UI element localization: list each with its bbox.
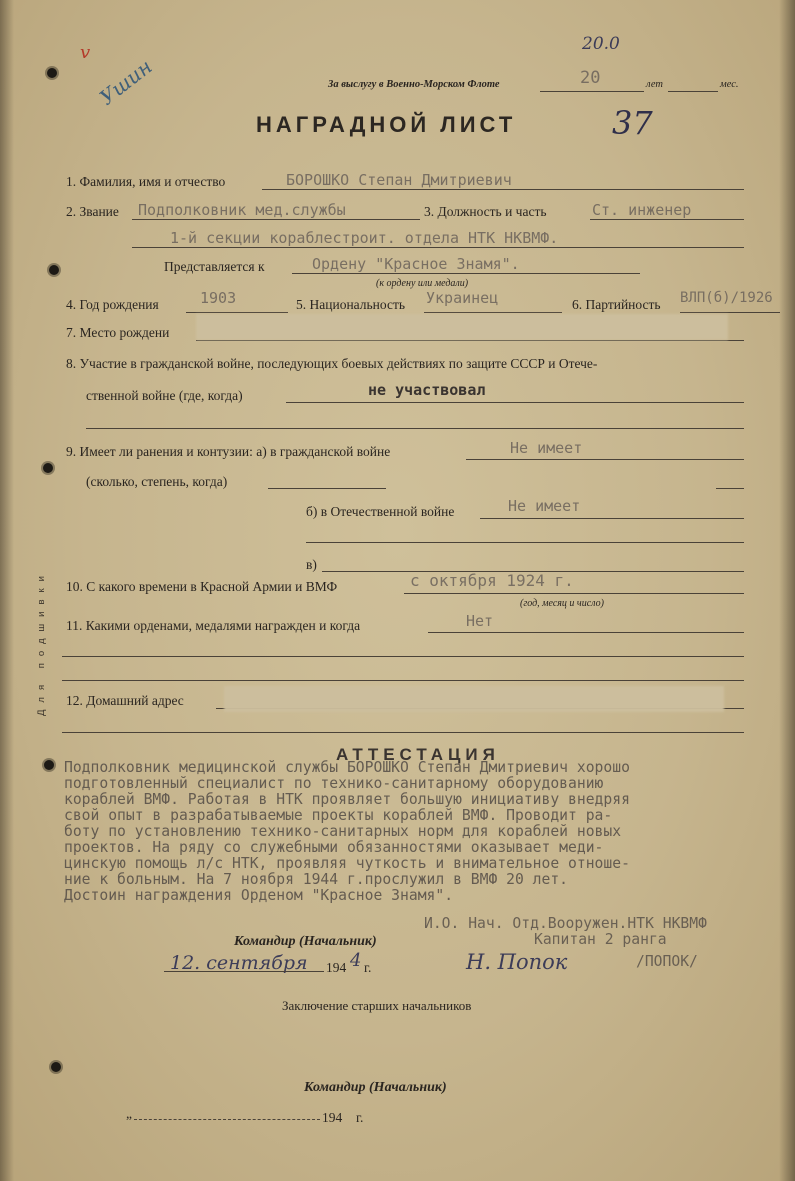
section-divider — [62, 732, 744, 733]
nominated-value: Ордену "Красное Знамя". — [312, 255, 520, 273]
handwritten-signature: Н. Попок — [466, 950, 568, 974]
field-birthplace-line — [196, 340, 744, 341]
field-birth-year-label: 4. Год рождения — [66, 297, 159, 312]
sheet-number: 37 — [612, 104, 653, 142]
field-party-label: 6. Партийность — [572, 297, 661, 312]
binding-hole — [51, 1062, 61, 1072]
field-rank-line — [132, 219, 420, 220]
attestation-line: боту по установлению технико-санитарных норм для кораблей новых — [64, 823, 622, 840]
redacted-area — [224, 686, 724, 712]
redacted-area — [196, 314, 728, 340]
attestation-body — [64, 760, 784, 904]
corner-handwritten-note: Ушин — [94, 54, 157, 110]
years-line — [540, 91, 644, 92]
attestation-line: свой опыт в разрабатываемые проекты кораблей ВМФ. Проводит ра- — [64, 807, 613, 824]
seniority-label: За выслугу в Военно-Морском Флоте — [328, 79, 500, 90]
field-position-value: Ст. инженер — [592, 201, 692, 219]
attestation-line: цинскую помощь л/с НТК, проявляя чуткость и внимательное отноше- — [64, 855, 630, 872]
years-label: лет — [646, 79, 663, 90]
field-birthplace-label: 7. Место рождени — [66, 325, 170, 340]
field-wounds-b-line-2 — [306, 542, 744, 543]
field-name-label: 1. Фамилия, имя и отчество — [66, 174, 226, 189]
field-birth-year-value: 1903 — [200, 289, 237, 307]
field-wounds-sub-line-2 — [716, 488, 744, 489]
field-awards-line-3 — [62, 680, 744, 681]
field-awards-label: 11. Какими орденами, медалями награжден и когда — [66, 618, 361, 633]
field-war-label: 8. Участие в гражданской войне, последующих боевых действиях по защите СССР и Отече- — [66, 356, 598, 371]
date-line — [164, 971, 324, 972]
attestation-year-print: 194 — [326, 960, 347, 975]
field-awards-line — [428, 632, 744, 633]
field-name-value: БОРОШКО Степан Дмитриевич — [286, 171, 512, 189]
field-wounds-label: 9. Имеет ли ранения и контузии: а) в гражданской войне — [66, 444, 391, 459]
signer-position-1: И.О. Нач. Отд.Вооружен.НТК НКВМФ — [424, 915, 707, 932]
field-address-label: 12. Домашний адрес — [66, 693, 184, 708]
field-service-value: с октября 1924 г. — [410, 571, 574, 590]
years-value: 20 — [580, 68, 601, 88]
footer-commander-label: Командир (Начальник) — [304, 1080, 447, 1095]
field-rank-value: Подполковник мед.службы — [138, 201, 346, 219]
months-label: мес. — [720, 79, 739, 90]
field-nationality-line — [424, 312, 562, 313]
footer-date-line — [134, 1119, 320, 1120]
attestation-line: кораблей ВМФ. Работая в НТК проявляет большую инициативу внедряя — [64, 791, 630, 808]
field-wounds-b-label: б) в Отечественной войне — [306, 504, 455, 519]
field-party-value: ВЛП(б)/1926 — [680, 290, 773, 306]
field-name-line — [262, 189, 744, 190]
field-war-label-2: ственной войне (где, когда) — [86, 388, 243, 403]
top-right-note: 20.0 — [582, 34, 620, 54]
attestation-line: Подполковник медицинской службы БОРОШКО Степан Дмитриевич хорошо — [64, 759, 630, 776]
field-war-line-2 — [86, 428, 744, 429]
attestation-line: Достоин награждения Орденом "Красное Знамя". — [64, 887, 454, 904]
attestation-line: подготовленный специалист по технико-санитарному оборудованию — [64, 775, 604, 792]
binding-hole — [49, 265, 59, 275]
field-position-line-2 — [132, 247, 744, 248]
field-wounds-b-line — [480, 518, 744, 519]
attestation-year-hand: 4 — [350, 950, 362, 971]
field-wounds-c-label: в) — [306, 557, 317, 572]
binding-hole — [44, 760, 54, 770]
field-position-line — [590, 219, 744, 220]
field-wounds-b-value: Не имеет — [508, 497, 581, 515]
field-war-value: не участвовал — [368, 381, 486, 399]
field-position-value-2: 1-й секции кораблестроит. отдела НТК НКВМФ. — [170, 229, 559, 247]
nominated-label: Представляется к — [164, 259, 265, 274]
field-party-line — [680, 312, 780, 313]
months-line — [668, 91, 718, 92]
red-check-mark: v — [80, 42, 91, 63]
attestation-year-suffix: г. — [364, 960, 372, 975]
binding-hole — [47, 68, 57, 78]
signer-name: /ПОПОК/ — [636, 953, 698, 970]
footer-year-print: 194 — [322, 1110, 343, 1125]
field-service-label: 10. С какого времени в Красной Армии и ВМФ — [66, 579, 338, 594]
signature-date: 12. сентября — [170, 952, 308, 974]
commander-label: Командир (Начальник) — [234, 934, 377, 949]
signer-position-2: Капитан 2 ранга — [534, 931, 667, 948]
field-service-line — [404, 593, 744, 594]
attestation-line: ние к больным. На 7 ноября 1944 г.прослужил в ВМФ 20 лет. — [64, 871, 569, 888]
binding-hole — [43, 463, 53, 473]
field-war-line — [286, 402, 744, 403]
conclusion-label: Заключение старших начальников — [282, 998, 472, 1013]
field-rank-label: 2. Звание — [66, 204, 119, 219]
page-title: НАГРАДНОЙ ЛИСТ — [256, 112, 517, 137]
left-edge-shadow — [0, 0, 14, 1181]
nominated-hint: (к ордену или медали) — [376, 278, 469, 289]
footer-year-suffix: г. — [356, 1110, 364, 1125]
field-awards-value: Нет — [466, 612, 494, 630]
footer-date-prefix: „ — [126, 1106, 132, 1121]
field-nationality-label: 5. Национальность — [296, 297, 406, 312]
field-service-hint: (год, месяц и число) — [520, 598, 604, 609]
field-wounds-a-line — [466, 459, 744, 460]
field-nationality-value: Украинец — [426, 289, 499, 307]
field-wounds-a-value: Не имеет — [510, 439, 583, 457]
field-birth-year-line — [186, 312, 288, 313]
attestation-line: проектов. На ряду со служебными обязанностями оказывает меди- — [64, 839, 604, 856]
attestation-title: АТТЕСТАЦИЯ — [336, 745, 500, 764]
side-filing-label: Для подшивки — [36, 569, 47, 716]
field-wounds-sub: (сколько, степень, когда) — [86, 474, 228, 489]
right-edge-shadow — [779, 0, 795, 1181]
field-wounds-sub-line — [268, 488, 386, 489]
nominated-line — [292, 273, 640, 274]
field-position-label: 3. Должность и часть — [424, 204, 547, 219]
field-awards-line-2 — [62, 656, 744, 657]
